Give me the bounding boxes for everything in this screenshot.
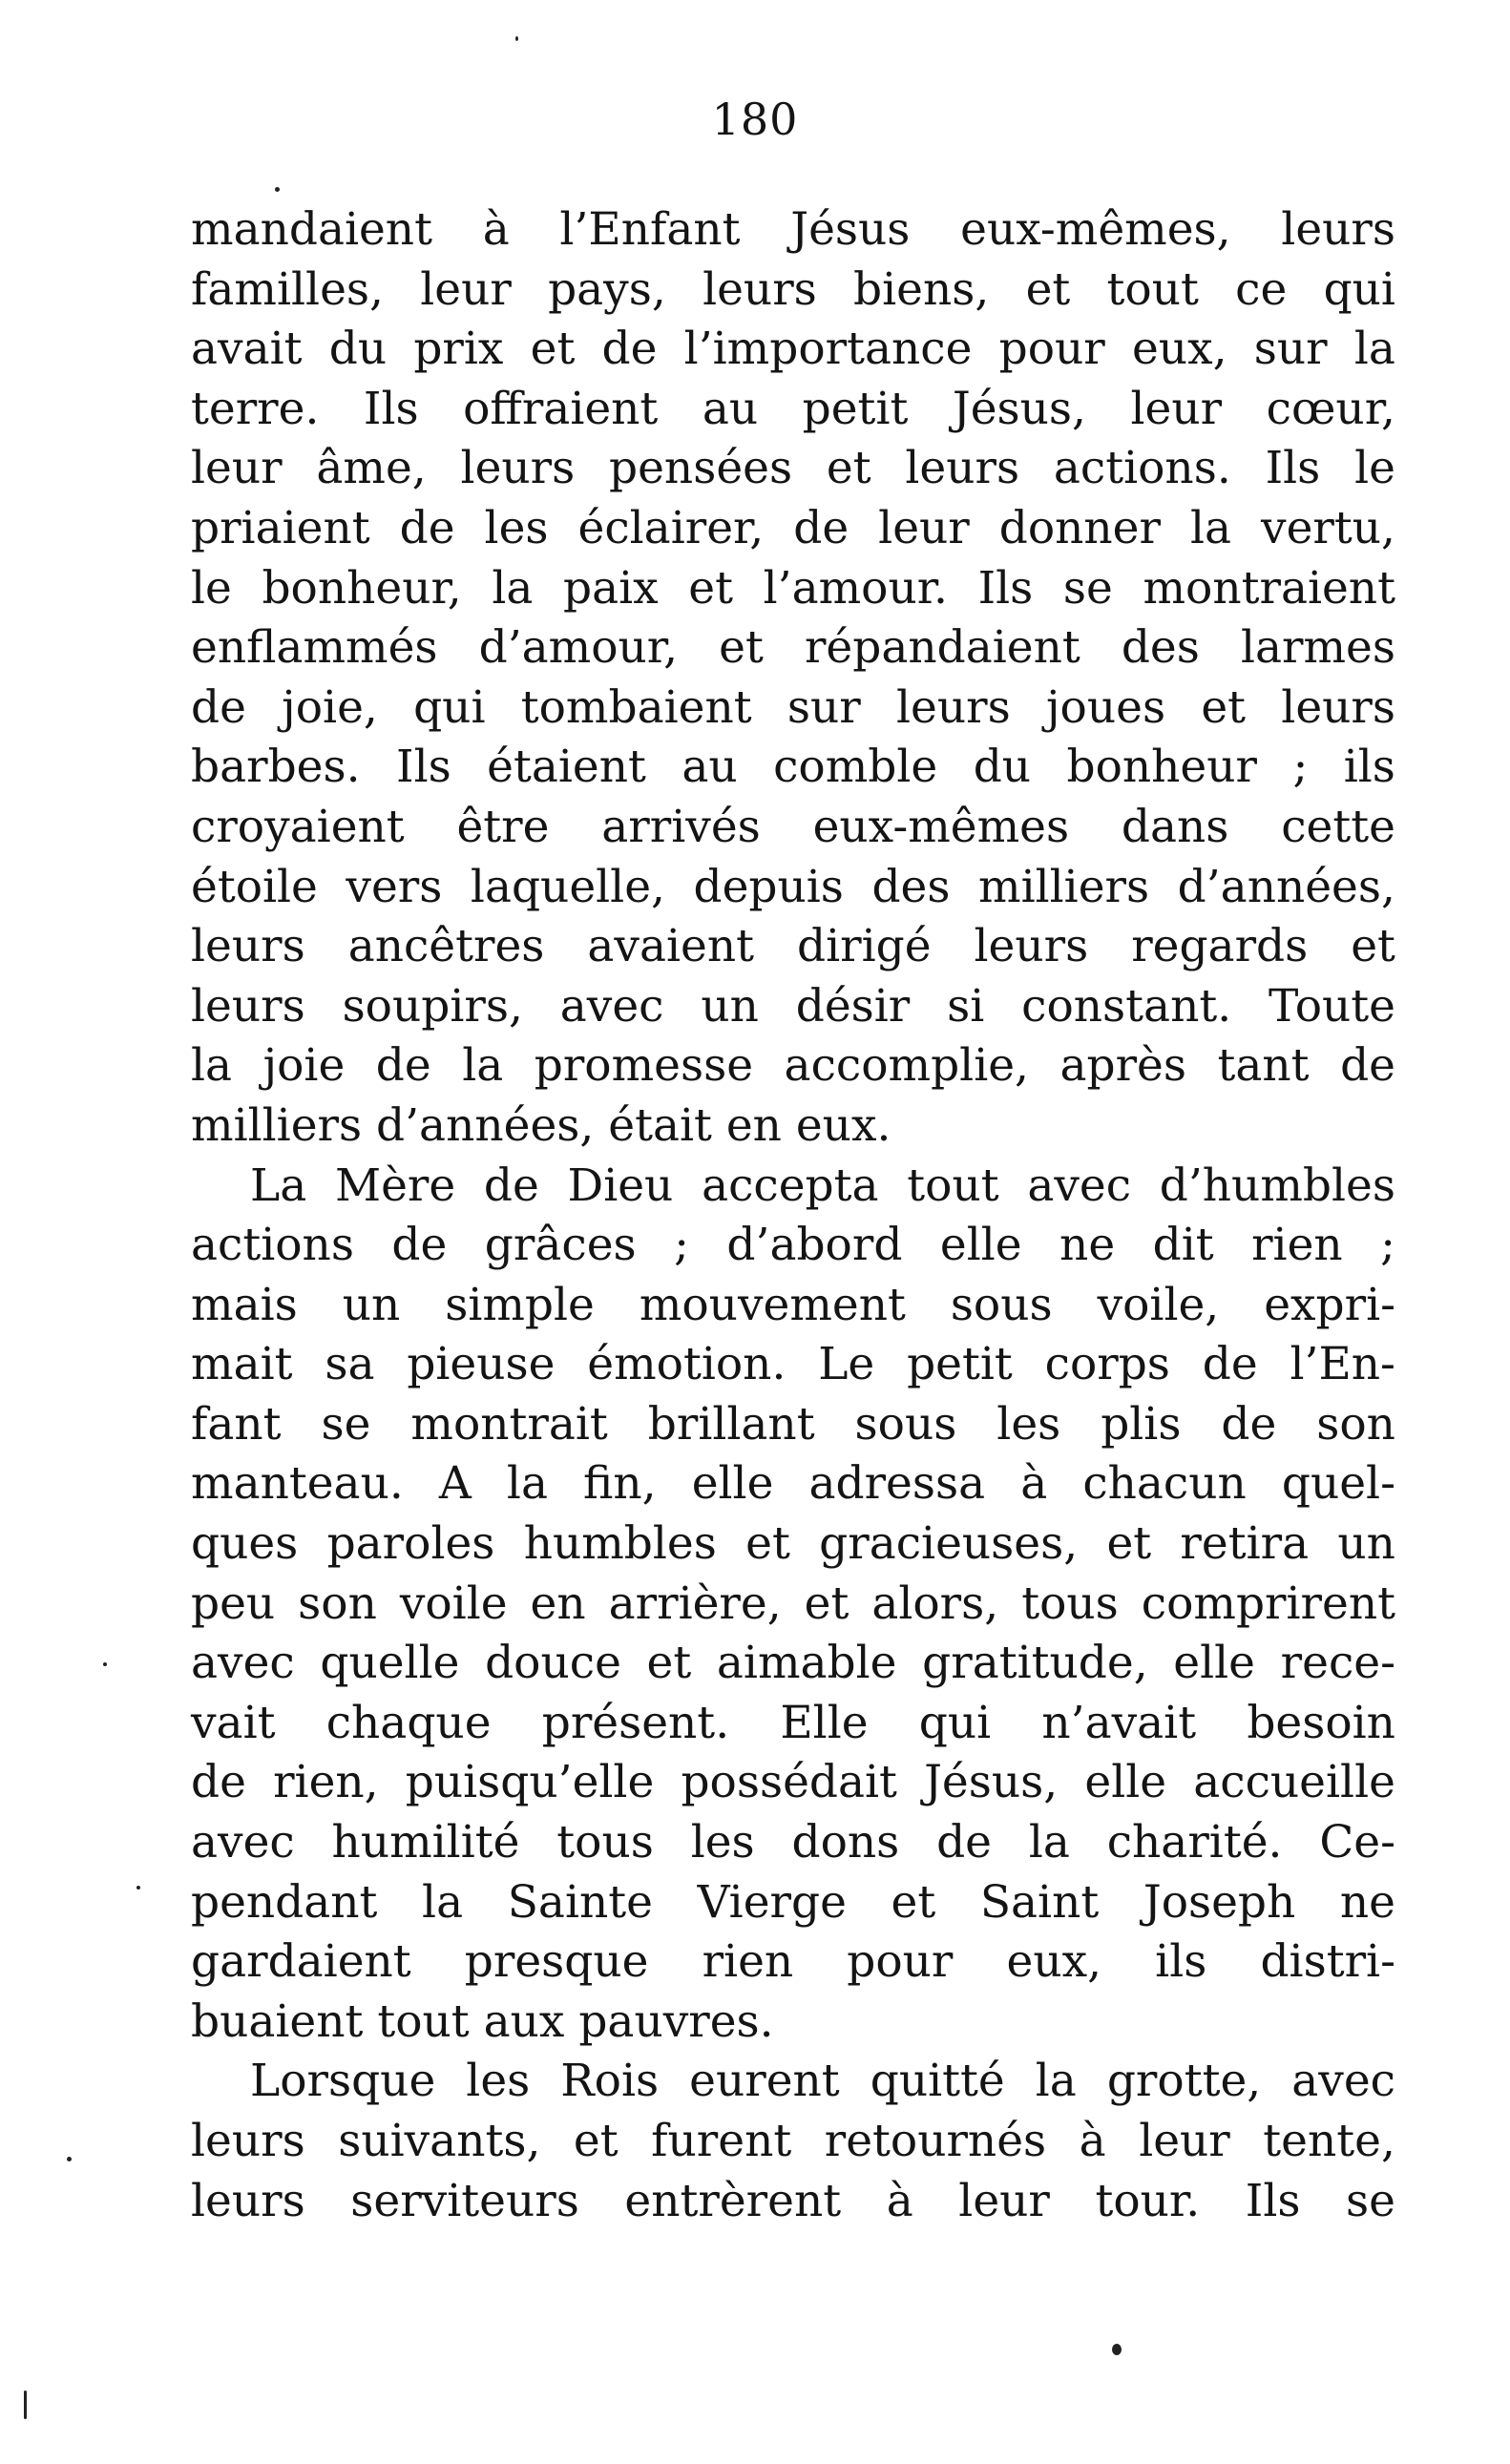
text-line: priaient de les éclairer, de leur donner la vertu, [191,501,1395,554]
text-line: milliers d’années, était en eux. [191,1098,891,1152]
text-line: le bonheur, la paix et l’amour. Ils se montraient [191,561,1395,615]
text-line: familles, leur pays, leurs biens, et tout ce qui [191,262,1395,316]
text-line: croyaient être arrivés eux-mêmes dans cette [191,800,1395,853]
text-line: La Mère de Dieu accepta tout avec d’humbles [250,1159,1395,1212]
text-line: enflammés d’amour, et répandaient des larmes [191,621,1395,675]
text-line: leurs suivants, et furent retournés à leur tente, [191,2115,1395,2167]
text-line: leur âme, leurs pensées et leurs actions. Ils le [191,442,1395,495]
text-line: Lorsque les Rois eurent quitté la grotte, avec [250,2055,1395,2108]
text-line: leurs ancêtres avaient dirigé leurs regards et [191,920,1395,973]
text-line: avec quelle douce et aimable gratitude, elle rece- [191,1637,1395,1690]
text-line: gardaient presque rien pour eux, ils distri- [191,1935,1395,1989]
scan-speck [275,187,280,192]
text-line: vait chaque présent. Elle qui n’avait besoin [191,1696,1395,1749]
text-line: pendant la Sainte Vierge et Saint Joseph ne [191,1875,1395,1929]
text-line: actions de grâces ; d’abord elle ne dit rien ; [191,1219,1395,1272]
scan-speck [136,1886,140,1890]
text-line: mais un simple mouvement sous voile, expri- [191,1278,1395,1331]
text-line: avait du prix et de l’importance pour eux, sur la [191,323,1395,376]
scan-speck [1112,2344,1122,2355]
text-line: de joie, qui tombaient sur leurs joues et leurs [191,680,1395,734]
text-line: mandaient à l’Enfant Jésus eux-mêmes, leurs [191,203,1395,256]
text-line: mait sa pieuse émotion. Le petit corps de l’En- [191,1338,1395,1391]
text-line: ques paroles humbles et gracieuses, et retira un [191,1517,1395,1571]
text-line: peu son voile en arrière, et alors, tous comprirent [191,1577,1395,1630]
text-line: barbes. Ils étaient au comble du bonheur ; ils [191,741,1395,794]
text-line: avec humilité tous les dons de la charité. Ce- [191,1816,1395,1869]
text-line: de rien, puisqu’elle possédait Jésus, elle accueille [191,1756,1395,1809]
text-line: étoile vers laquelle, depuis des milliers d’années, [191,860,1395,913]
page-number: 180 [711,94,799,145]
scan-speck [67,2157,72,2161]
scan-speck [515,36,518,41]
text-line: fant se montrait brillant sous les plis de son [191,1397,1395,1451]
scan-speck [103,1662,107,1666]
text-line: la joie de la promesse accomplie, après tant de [191,1039,1395,1093]
text-line: manteau. A la fin, elle adressa à chacun quel- [191,1457,1395,1511]
body-text [191,200,1395,2231]
text-line: buaient tout aux pauvres. [191,1994,774,2048]
text-line: terre. Ils offraient au petit Jésus, leur cœur, [191,382,1395,435]
text-line: leurs soupirs, avec un désir si constant. Toute [191,979,1395,1033]
text-line: leurs serviteurs entrèrent à leur tour. Ils se [191,2174,1395,2227]
scan-speck [24,2391,27,2419]
